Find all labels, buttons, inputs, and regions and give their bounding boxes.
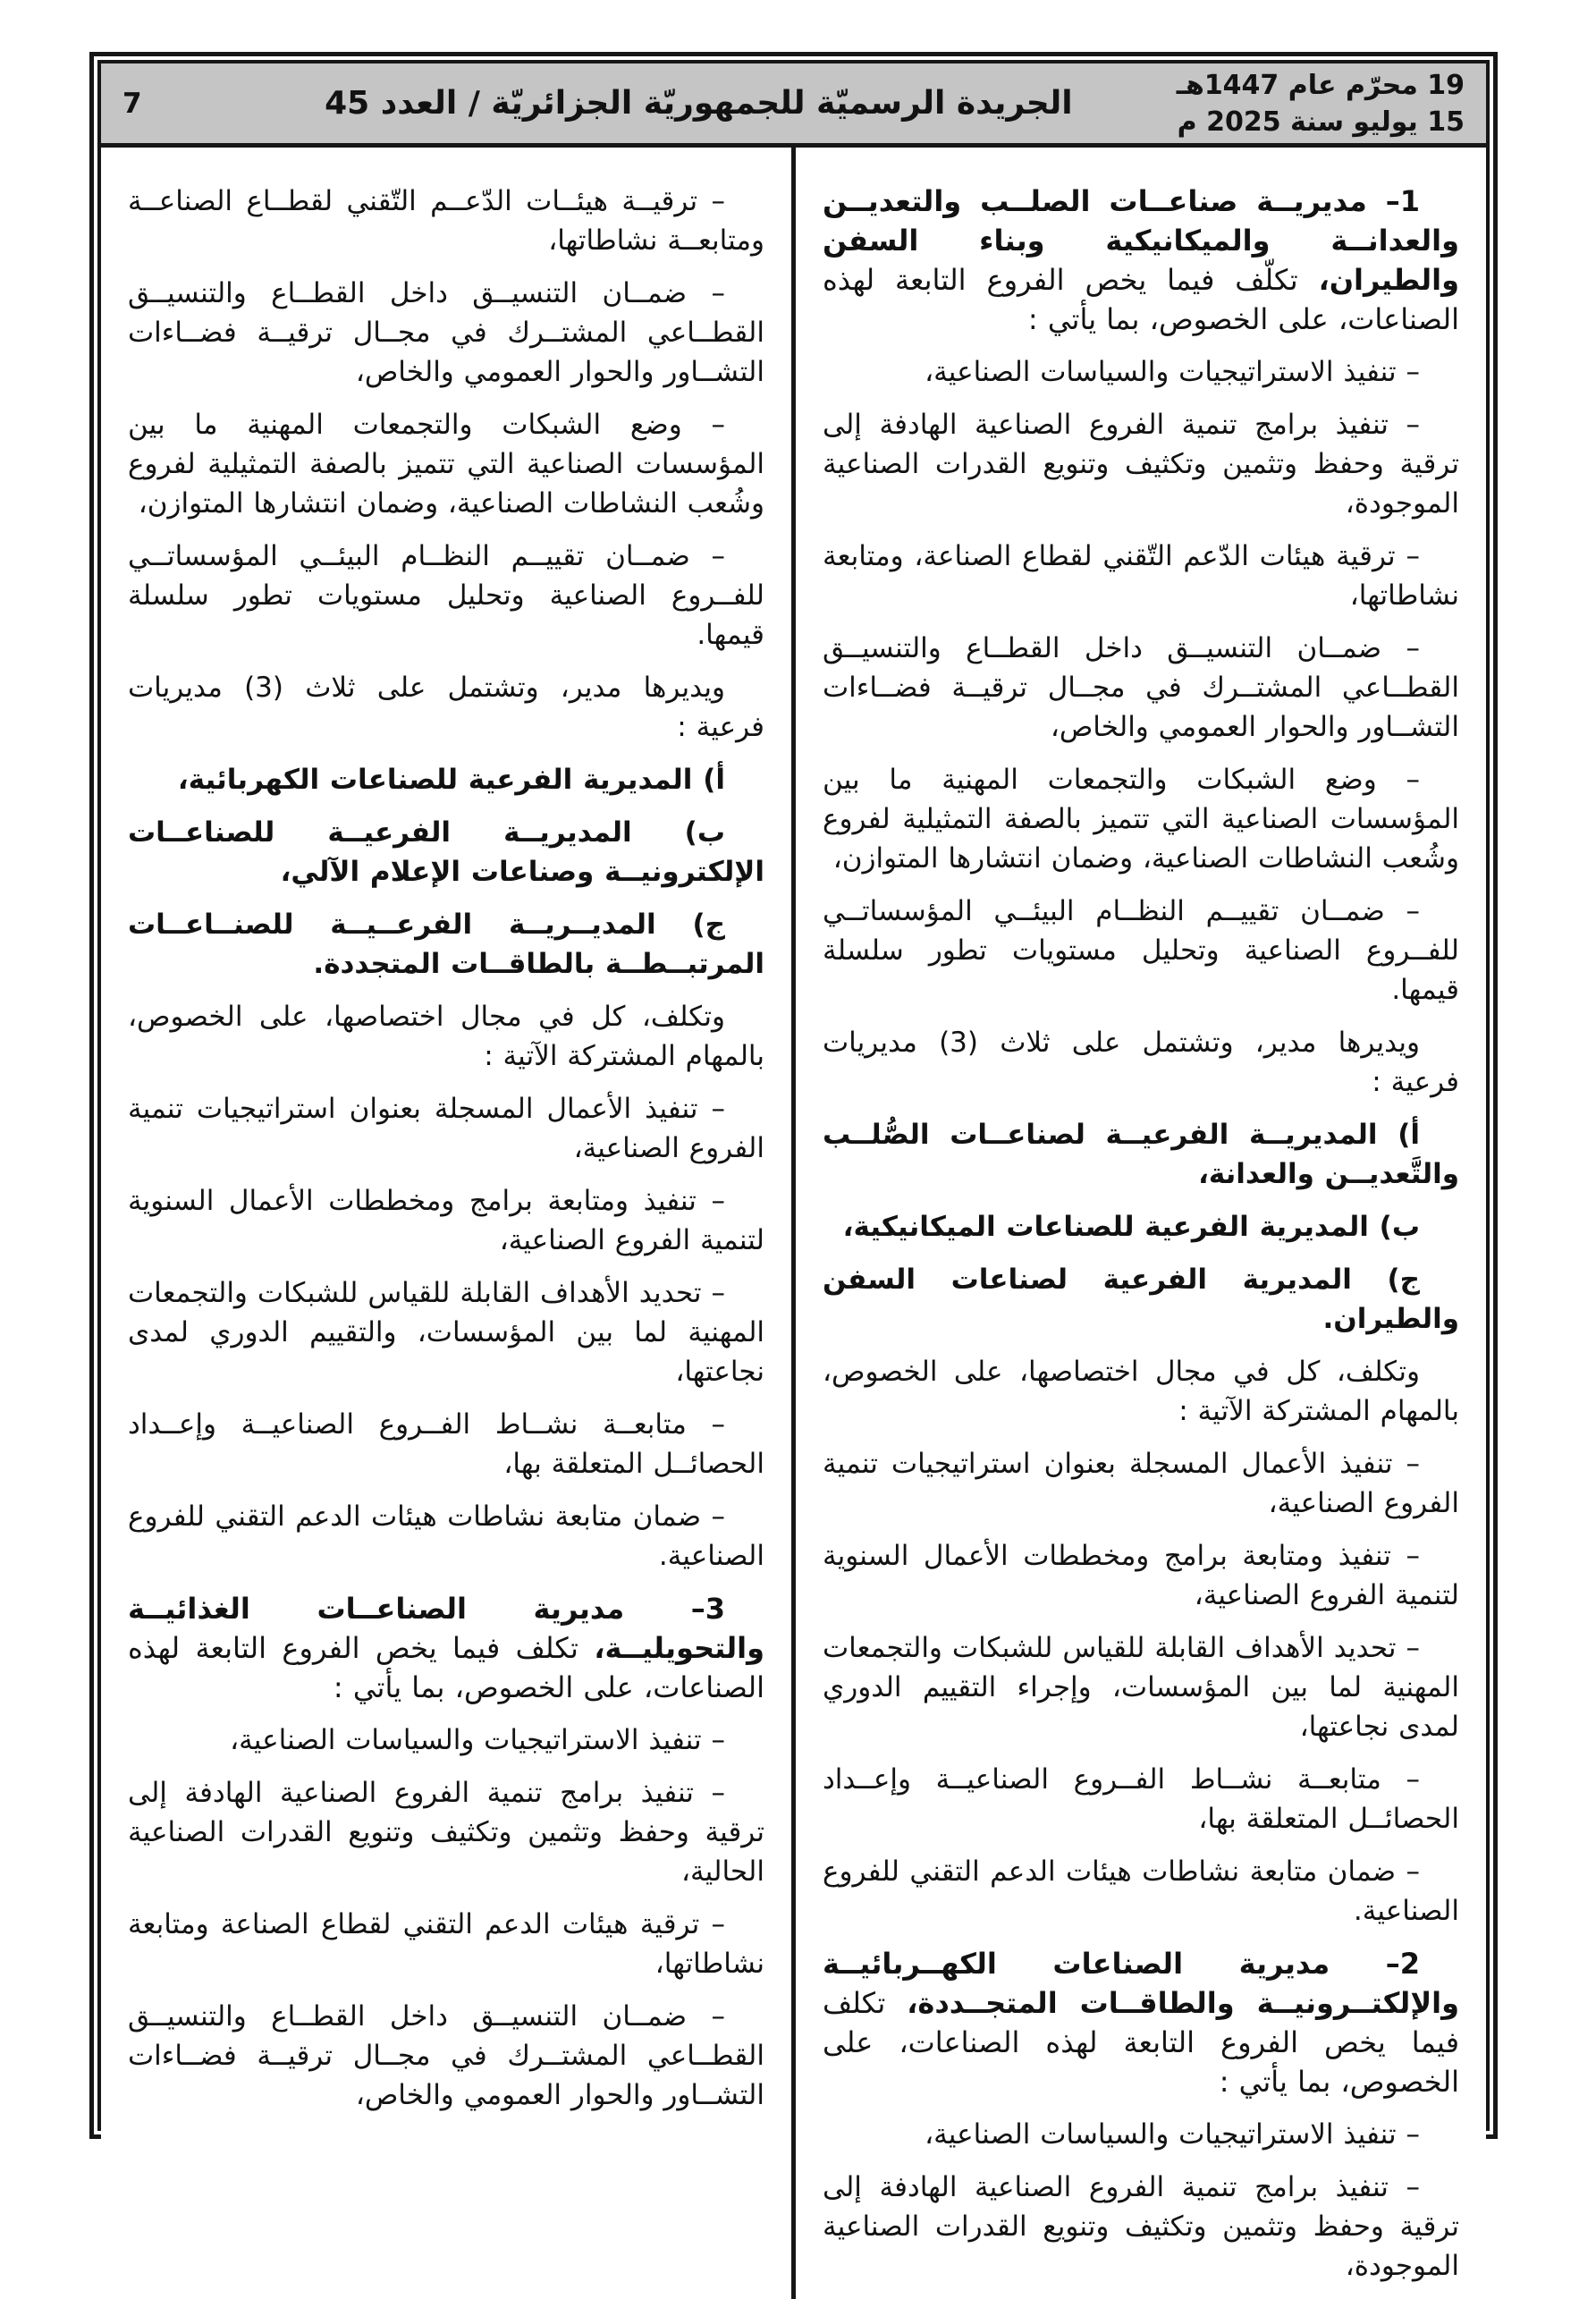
right-col-paragraph-15: – تحديد الأهداف القابلة للقياس للشبكات والتجمعات المهنية لما بين المؤسسات، وإجراء التقييم الدوري لمدى نجاعتها،	[823, 1632, 1459, 1743]
left-col-paragraph-12: – تحديد الأهداف القابلة للقياس للشبكات والتجمعات المهنية لما بين المؤسسات، والتقييم الدوري لمدى نجاعتها،	[128, 1277, 764, 1388]
right-col-paragraph-2: – تنفيذ الاستراتيجيات والسياسات الصناعية،	[925, 356, 1420, 388]
left-col-paragraph-13: – متابعــة نشــاط الفــروع الصناعيــة وإعــداد الحصائــل المتعلقة بها،	[128, 1408, 764, 1480]
content-area	[101, 148, 1486, 2299]
left-col-paragraph-6: أ) المديرية الفرعية للصناعات الكهربائية،	[177, 764, 725, 796]
right-col-paragraph-11: ج) المديرية الفرعية لصناعات السفن والطيران.	[823, 1264, 1459, 1335]
section-heading-lead: 2– مديرية الصناعات الكهــربائيــة والإلكتــرونيــة والطاقــات المتجــددة،	[823, 1947, 1459, 2020]
left-col-paragraph-14: – ضمان متابعة نشاطات هيئات الدعم التقني للفروع الصناعية.	[128, 1500, 764, 1572]
column-right	[796, 148, 1486, 2299]
right-col-paragraph-6: – وضع الشبكات والتجمعات المهنية ما بين المؤسسات الصناعية التي تتميز بالصفة التمثيلية لفروع وشُعب النشاطات الصناعية، وضمان انتشارها المتوازن،	[823, 764, 1459, 875]
page-frame-inner	[97, 60, 1490, 2282]
page-frame	[89, 52, 1498, 2282]
left-col-paragraph-16: – تنفيذ الاستراتيجيات والسياسات الصناعية،	[230, 1724, 725, 1756]
left-col-paragraph-1: – ترقيــة هيئــات الدّعــم التّقني لقطــاع الصناعــة ومتابعــة نشاطاتها،	[128, 185, 764, 257]
right-col-paragraph-14: – تنفيذ ومتابعة برامج ومخططات الأعمال السنوية لتنمية الفروع الصناعية،	[823, 1540, 1459, 1611]
column-left	[101, 148, 791, 2299]
right-col-paragraph-9: أ) المديريــة الفرعيــة لصناعــات الصُّلــب والتَّعديــن والعدانة،	[823, 1119, 1459, 1190]
left-col-paragraph-5: ويديرها مدير، وتشتمل على ثلاث (3) مديريات فرعية :	[128, 672, 764, 743]
gregorian-date: 15 يوليو سنة 2025 م	[1177, 106, 1465, 138]
section-heading-lead: 1– مديريــة صناعــات الصلــب والتعديــن والعدانــة والميكانيكية وبناء السفن والطيران،	[823, 184, 1460, 297]
masthead	[101, 63, 1486, 148]
section-heading-rest: تكلف فيما يخص الفروع التابعة لهذه الصناعات، على الخصوص، بما يأتي :	[128, 1631, 764, 1704]
left-col-paragraph-15	[128, 1589, 764, 1707]
right-col-paragraph-5: – ضمــان التنسيــق داخل القطــاع والتنسيــق القطــاعي المشتــرك في مجــال ترقيــة فضــاءات التشــاور والحوار العمومي والخاص،	[823, 632, 1459, 743]
left-col-paragraph-18: – ترقية هيئات الدعم التقني لقطاع الصناعة ومتابعة نشاطاتها،	[128, 1908, 764, 1980]
section-heading-lead: 3– مديرية الصناعــات الغذائيــة والتحويليــة،	[128, 1592, 765, 1665]
right-col-paragraph-7: – ضمــان تقييــم النظــام البيئــي المؤسساتــي للفــروع الصناعية وتحليل مستويات تطور سلسلة قيمها.	[823, 895, 1459, 1006]
left-col-paragraph-10: – تنفيذ الأعمال المسجلة بعنوان استراتيجيات تنمية الفروع الصناعية،	[128, 1093, 764, 1164]
right-col-paragraph-3: – تنفيذ برامج تنمية الفروع الصناعية الهادفة إلى ترقية وحفظ وتثمين وتكثيف وتنويع القدرات الصناعية الموجودة،	[823, 409, 1459, 520]
left-col-paragraph-7: ب) المديريــة الفرعيــة للصناعــات الإلكترونيــة وصناعات الإعلام الآلي،	[128, 816, 764, 888]
right-col-paragraph-19: – تنفيذ الاستراتيجيات والسياسات الصناعية،	[925, 2118, 1420, 2151]
right-col-paragraph-17: – ضمان متابعة نشاطات هيئات الدعم التقني للفروع الصناعية.	[823, 1855, 1459, 1927]
section-heading-rest: تكلّف فيما يخص الفروع التابعة لهذه الصناعات، على الخصوص، بما يأتي :	[823, 263, 1459, 336]
left-col-paragraph-17: – تنفيذ برامج تنمية الفروع الصناعية الهادفة إلى ترقية وحفظ وتثمين وتكثيف وتنويع القدرات الصناعية الحالية،	[128, 1777, 764, 1888]
column-divider	[791, 148, 796, 2299]
left-col-paragraph-3: – وضع الشبكات والتجمعات المهنية ما بين المؤسسات الصناعية التي تتميز بالصفة التمثيلية لفروع وشُعب النشاطات الصناعية، وضمان انتشارها المتوازن،	[128, 409, 764, 520]
issue-dates	[1177, 67, 1465, 140]
right-col-paragraph-1	[823, 182, 1459, 339]
right-col-paragraph-16: – متابعــة نشــاط الفــروع الصناعيــة وإعــداد الحصائــل المتعلقة بها،	[823, 1763, 1459, 1835]
left-col-paragraph-19: – ضمــان التنسيــق داخل القطــاع والتنسيــق القطــاعي المشتــرك في مجــال ترقيــة فضــاءات التشــاور والحوار العمومي والخاص،	[128, 2000, 764, 2111]
right-col-paragraph-4: – ترقية هيئات الدّعم التّقني لقطاع الصناعة، ومتابعة نشاطاتها،	[823, 540, 1459, 612]
hijri-date: 19 محرّم عام 1447هـ	[1176, 69, 1465, 101]
right-col-paragraph-10: ب) المديرية الفرعية للصناعات الميكانيكية،	[842, 1211, 1420, 1243]
left-col-paragraph-11: – تنفيذ ومتابعة برامج ومخططات الأعمال السنوية لتنمية الفروع الصناعية،	[128, 1185, 764, 1256]
left-col-paragraph-8: ج) المديــريــة الفرعــيــة للصنــاعــات المرتبــطــة بالطاقــات المتجددة.	[128, 909, 764, 980]
page-number: 7	[122, 87, 142, 120]
section-heading-rest: تكلف فيما يخص الفروع التابعة لهذه الصناعات، على الخصوص، بما يأتي :	[823, 1986, 1459, 2099]
left-col-paragraph-4: – ضمــان تقييــم النظــام البيئــي المؤسساتــي للفــروع الصناعية وتحليل مستويات تطور سلسلة قيمها.	[128, 540, 764, 651]
right-col-paragraph-13: – تنفيذ الأعمال المسجلة بعنوان استراتيجيات تنمية الفروع الصناعية،	[823, 1448, 1459, 1519]
right-col-paragraph-8: ويديرها مدير، وتشتمل على ثلاث (3) مديريات فرعية :	[823, 1027, 1459, 1098]
right-col-paragraph-18	[823, 1944, 1459, 2101]
left-col-paragraph-9: وتكلف، كل في مجال اختصاصها، على الخصوص، بالمهام المشتركة الآتية :	[128, 1001, 764, 1072]
gazette-title: الجريدة الرسميّة للجمهوريّة الجزائريّة / العدد 45	[325, 85, 1073, 122]
left-col-paragraph-2: – ضمــان التنسيــق داخل القطــاع والتنسيــق القطــاعي المشتــرك في مجــال ترقيــة فضــاءات التشــاور والحوار العمومي والخاص،	[128, 277, 764, 388]
right-col-paragraph-12: وتكلف، كل في مجال اختصاصها، على الخصوص، بالمهام المشتركة الآتية :	[823, 1356, 1459, 1427]
right-col-paragraph-20: – تنفيذ برامج تنمية الفروع الصناعية الهادفة إلى ترقية وحفظ وتثمين وتكثيف وتنويع القدرات الصناعية الموجودة،	[823, 2171, 1459, 2282]
